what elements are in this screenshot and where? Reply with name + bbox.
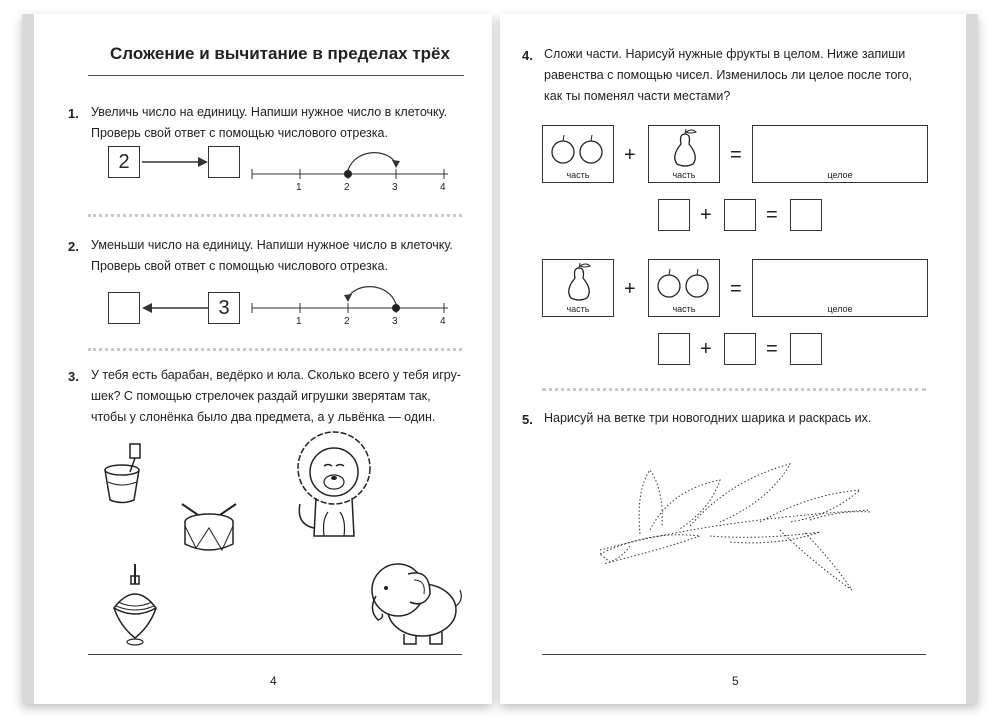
apples-icon [549, 132, 607, 166]
plus-sign: + [700, 338, 712, 360]
pear-icon [667, 128, 703, 168]
plus-sign: + [624, 278, 636, 300]
part-box-pear [648, 125, 720, 183]
task1-text-line2: Проверь свой ответ с помощью числового отрезка. [91, 126, 388, 140]
task4-text-line2: равенства с помощью чисел. Изменилось ли целое после того, [544, 68, 913, 82]
page-title: Сложение и вычитание в пределах трёх [110, 44, 450, 63]
task3-number: 3. [68, 369, 79, 384]
plus-sign: + [624, 144, 636, 166]
task1-given-number: 2 [108, 146, 140, 178]
left-page [22, 14, 492, 704]
divider-2 [88, 348, 462, 351]
part-label: часть [566, 304, 590, 314]
apples-icon [655, 266, 713, 300]
task1-tick-3: 3 [392, 182, 398, 193]
equals-sign: = [730, 144, 742, 166]
equation1-box-sum[interactable] [790, 199, 822, 231]
equals-sign: = [766, 204, 778, 226]
page-number: 4 [270, 674, 277, 688]
divider-3 [542, 388, 926, 391]
task1-tick-2: 2 [344, 182, 350, 193]
task4-number: 4. [522, 48, 533, 63]
task2-answer-box[interactable] [108, 292, 140, 324]
part-label: часть [672, 170, 696, 180]
equation2-box-b[interactable] [724, 333, 756, 365]
bucket-icon [100, 442, 150, 506]
task2-arrow-left [140, 298, 210, 318]
task1-tick-4: 4 [440, 182, 446, 193]
right-page [500, 14, 978, 704]
task1-number: 1. [68, 106, 79, 121]
task1-tick-1: 1 [296, 182, 302, 193]
task2-text-line2: Проверь свой ответ с помощью числового отрезка. [91, 259, 388, 273]
task2-given-number: 3 [208, 292, 240, 324]
task4-text-line1: Сложи части. Нарисуй нужные фрукты в целом. Ниже запиши [544, 47, 906, 61]
task1-text-line1: Увеличь число на единицу. Напиши нужное число в клеточку. [91, 105, 448, 119]
part-label: часть [672, 304, 696, 314]
equals-sign: = [730, 278, 742, 300]
part-box-apples [648, 259, 720, 317]
equals-sign: = [766, 338, 778, 360]
plus-sign: + [700, 204, 712, 226]
part-label: часть [566, 170, 590, 180]
fir-branch-icon [590, 450, 880, 600]
task1-answer-box[interactable] [208, 146, 240, 178]
task1-number-line [248, 142, 454, 194]
drum-icon [174, 498, 244, 558]
whole-label: целое [827, 304, 853, 314]
task2-tick-3: 3 [392, 316, 398, 327]
task3-text-line1: У тебя есть барабан, ведёрко и юла. Сколько всего у тебя игру- [91, 368, 461, 382]
spinning-top-icon [104, 562, 166, 654]
task3-text-line3: чтобы у слонёнка было два предмета, а у львёнка — один. [91, 410, 436, 424]
whole-box[interactable] [752, 259, 928, 317]
whole-label: целое [827, 170, 853, 180]
whole-box[interactable] [752, 125, 928, 183]
part-box-pear [542, 259, 614, 317]
task5-text-line1: Нарисуй на ветке три новогодних шарика и раскрась их. [544, 411, 872, 425]
task2-number: 2. [68, 239, 79, 254]
task1-arrow-right [140, 152, 210, 172]
task2-tick-2: 2 [344, 316, 350, 327]
task2-text-line1: Уменьши число на единицу. Напиши нужное число в клеточку. [91, 238, 453, 252]
task2-tick-4: 4 [440, 316, 446, 327]
elephant-calf-icon [364, 550, 464, 650]
equation1-box-b[interactable] [724, 199, 756, 231]
equation2-box-a[interactable] [658, 333, 690, 365]
task2-tick-1: 1 [296, 316, 302, 327]
pear-icon [561, 262, 597, 302]
bottom-rule [88, 654, 462, 655]
part-box-apples [542, 125, 614, 183]
equation2-box-sum[interactable] [790, 333, 822, 365]
task5-number: 5. [522, 412, 533, 427]
equation1-box-a[interactable] [658, 199, 690, 231]
title-underline [88, 75, 464, 76]
lion-cub-icon [284, 428, 374, 548]
divider-1 [88, 214, 462, 217]
page-number: 5 [732, 674, 739, 688]
task3-text-line2: шек? С помощью стрелочек раздай игрушки зверятам так, [91, 389, 431, 403]
task2-number-line [248, 276, 454, 328]
bottom-rule [542, 654, 926, 655]
task4-text-line3: как ты поменял части местами? [544, 89, 731, 103]
